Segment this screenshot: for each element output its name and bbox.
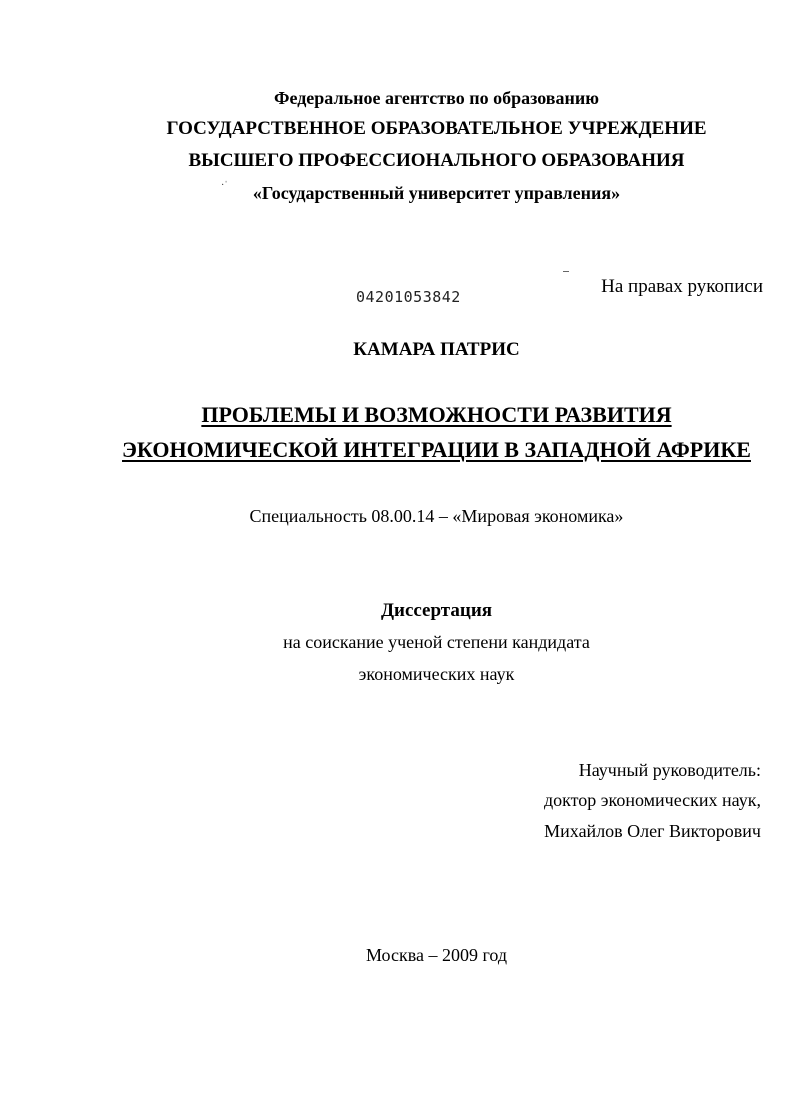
thesis-title-line-2 [37, 437, 799, 463]
scan-mark [563, 271, 569, 272]
degree-line-2: экономических наук [358, 664, 515, 684]
university-name: «Государственный университет управления» [252, 183, 621, 203]
specialty: Специальность 08.00.14 – «Мировая экономика» [249, 506, 624, 526]
institution-line-2: ВЫСШЕГО ПРОФЕССИОНАЛЬНОГО ОБРАЗОВАНИЯ [188, 150, 685, 171]
author-name: КАМАРА ПАТРИС [353, 339, 520, 360]
manuscript-rights: На правах рукописи [601, 276, 763, 297]
scan-specks: ·ˈ [221, 180, 228, 191]
city-year: Москва – 2009 год [365, 945, 508, 965]
registration-code: 04201053842 [356, 288, 461, 306]
thesis-title-line-1 [37, 402, 799, 428]
thesis-title-line-2-text: ЭКОНОМИЧЕСКОЙ ИНТЕГРАЦИИ В ЗАПАДНОЙ АФРИКЕ [122, 437, 751, 462]
dissertation-label: Диссертация [380, 600, 493, 621]
institution-line-1: ГОСУДАРСТВЕННОЕ ОБРАЗОВАТЕЛЬНОЕ УЧРЕЖДЕНИЕ [166, 118, 707, 139]
agency-name: Федеральное агентство по образованию [273, 88, 600, 108]
supervisor-label: Научный руководитель: [578, 760, 761, 780]
supervisor-name: Михайлов Олег Викторович [544, 821, 761, 841]
degree-line-1: на соискание ученой степени кандидата [283, 632, 590, 652]
supervisor-degree: доктор экономических наук, [544, 790, 761, 810]
thesis-title-line-1-text: ПРОБЛЕМЫ И ВОЗМОЖНОСТИ РАЗВИТИЯ [201, 402, 672, 427]
